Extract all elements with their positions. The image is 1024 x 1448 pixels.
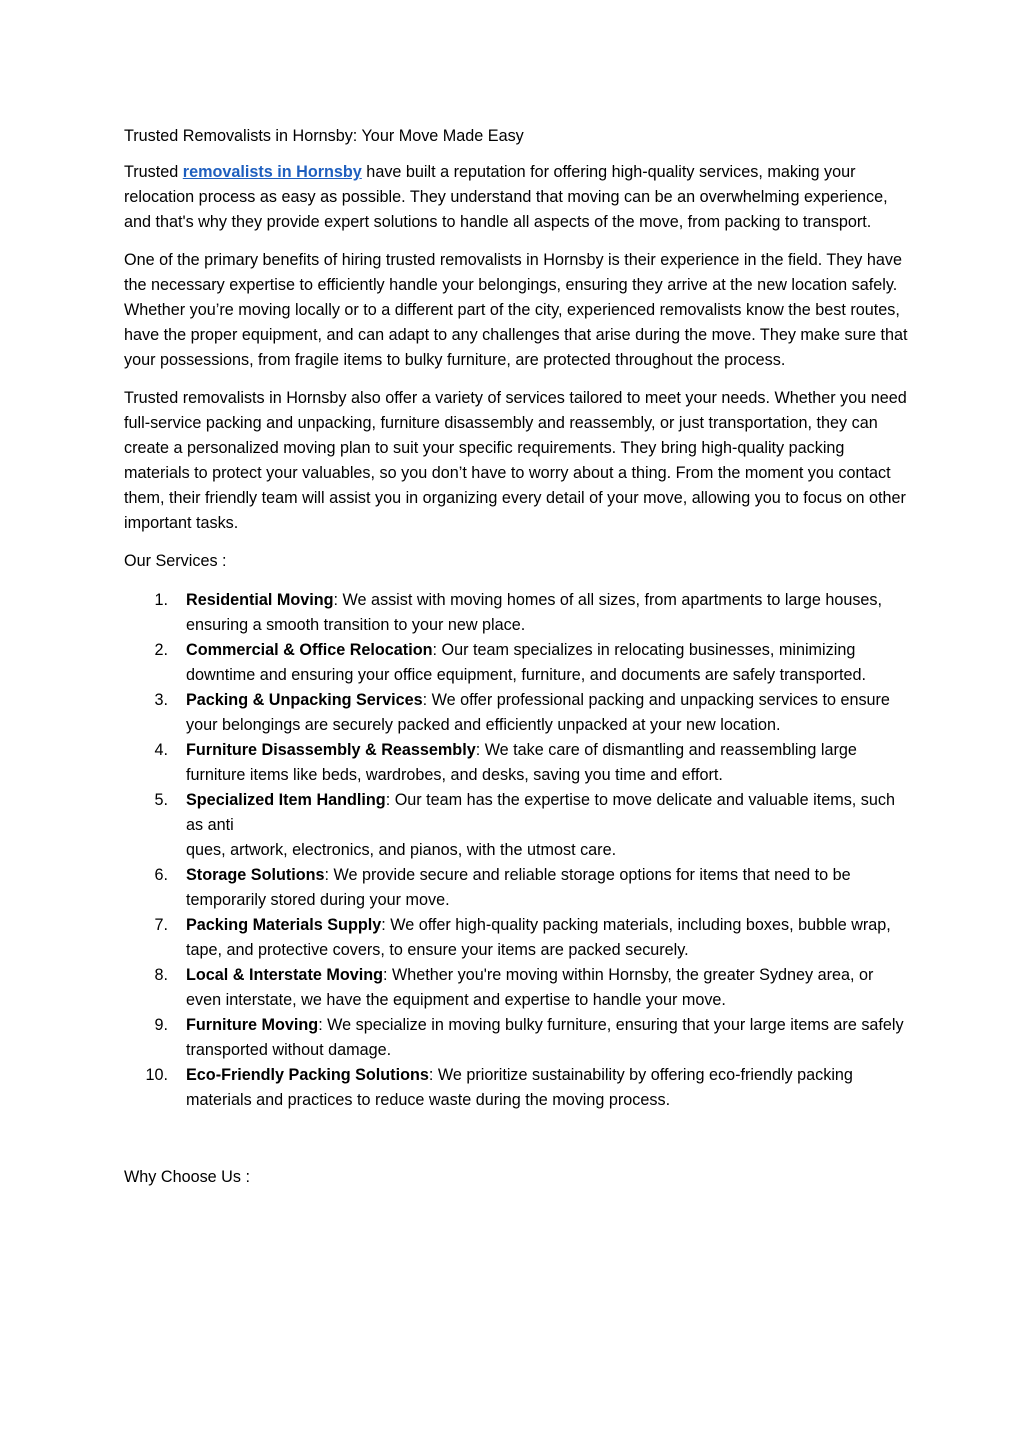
experience-paragraph: One of the primary benefits of hiring trusted removalists in Hornsby is their experience in the field. They have the necessary expertise to efficiently handle your belongings, ensuring they arrive at the new location safely. Whether you’re moving locally or to a different part of the city, experienced removalists know the best routes, have the proper equipment, and can adapt to any challenges that arise during the move. They make sure that your possessions, from fragile items to bulky furniture, are protected throughout the process. (124, 251, 908, 369)
service-description: : We offer high-quality packing materials, including boxes, bubble wrap, tape, and protective covers, to ensure your items are packed securely. (186, 916, 891, 959)
service-description: : Our team specializes in relocating businesses, minimizing downtime and ensuring your office equipment, furniture, and documents are safely transported. (186, 641, 866, 684)
list-item (124, 863, 909, 913)
service-description: : We offer professional packing and unpacking services to ensure your belongings are securely packed and efficiently unpacked at your new location. (186, 691, 890, 734)
list-item-number: 8. (154, 966, 168, 984)
list-item (124, 913, 909, 963)
document-page (124, 124, 909, 1190)
list-item-number: 9. (154, 1016, 168, 1034)
list-item-number: 7. (154, 916, 168, 934)
service-name: Commercial & Office Relocation (186, 641, 433, 659)
list-item-number: 5. (154, 791, 168, 809)
list-item-number: 6. (154, 866, 168, 884)
service-name: Eco-Friendly Packing Solutions (186, 1066, 429, 1084)
list-item (124, 588, 909, 638)
list-item (124, 638, 909, 688)
list-item-number: 1. (154, 591, 168, 609)
list-item (124, 738, 909, 788)
service-description: : We provide secure and reliable storage options for items that need to be temporarily stored during your move. (186, 866, 851, 909)
list-item-number: 10. (145, 1066, 168, 1084)
service-name: Specialized Item Handling (186, 791, 386, 809)
services-list (124, 588, 909, 1113)
service-name: Furniture Moving (186, 1016, 319, 1034)
intro-paragraph (124, 160, 909, 235)
service-description: : We specialize in moving bulky furniture, ensuring that your large items are safely transported without damage. (186, 1016, 904, 1059)
list-item-number: 3. (154, 691, 168, 709)
list-item (124, 1063, 909, 1113)
list-item-number: 2. (154, 641, 168, 659)
list-item (124, 788, 909, 863)
service-description: : We take care of dismantling and reassembling large furniture items like beds, wardrobes, and desks, saving you time and effort. (186, 741, 857, 784)
service-name: Packing Materials Supply (186, 916, 382, 934)
list-item (124, 1013, 909, 1063)
service-name: Packing & Unpacking Services (186, 691, 423, 709)
removalists-hornsby-link[interactable]: removalists in Hornsby (182, 163, 362, 181)
intro-before-link: Trusted (124, 163, 183, 181)
service-name: Storage Solutions (186, 866, 325, 884)
services-overview-paragraph: Trusted removalists in Hornsby also offer a variety of services tailored to meet your needs. Whether you need full-service packing and unpacking, furniture disassembly and reassembly, or just transportation, they can create a personalized moving plan to suit your specific requirements. They bring high-quality packing materials to protect your valuables, so you don’t have to worry about a thing. From the moment you contact them, their friendly team will assist you in organizing every detail of your move, allowing you to focus on other important tasks. (124, 389, 907, 532)
list-item (124, 963, 909, 1013)
service-description: : We prioritize sustainability by offering eco-friendly packing materials and practices to reduce waste during the moving process. (186, 1066, 853, 1109)
service-description-continued: ques, artwork, electronics, and pianos, with the utmost care. (186, 841, 617, 859)
list-item-number: 4. (154, 741, 168, 759)
service-description: : Our team has the expertise to move delicate and valuable items, such as anti (186, 791, 895, 834)
services-heading: Our Services : (124, 552, 227, 570)
service-name: Local & Interstate Moving (186, 966, 383, 984)
list-item (124, 688, 909, 738)
service-description: : Whether you're moving within Hornsby, the greater Sydney area, or even interstate, we have the equipment and expertise to handle your move. (186, 966, 874, 1009)
service-description: : We assist with moving homes of all sizes, from apartments to large houses, ensuring a smooth transition to your new place. (186, 591, 883, 634)
why-choose-heading: Why Choose Us : (124, 1168, 250, 1186)
document-title: Trusted Removalists in Hornsby: Your Move Made Easy (124, 127, 524, 145)
service-name: Furniture Disassembly & Reassembly (186, 741, 476, 759)
service-name: Residential Moving (186, 591, 334, 609)
intro-after-link: have built a reputation for offering high-quality services, making your relocation process as easy as possible. They understand that moving can be an overwhelming experience, and that's why they provide expert solutions to handle all aspects of the move, from packing to transport. (124, 163, 888, 231)
